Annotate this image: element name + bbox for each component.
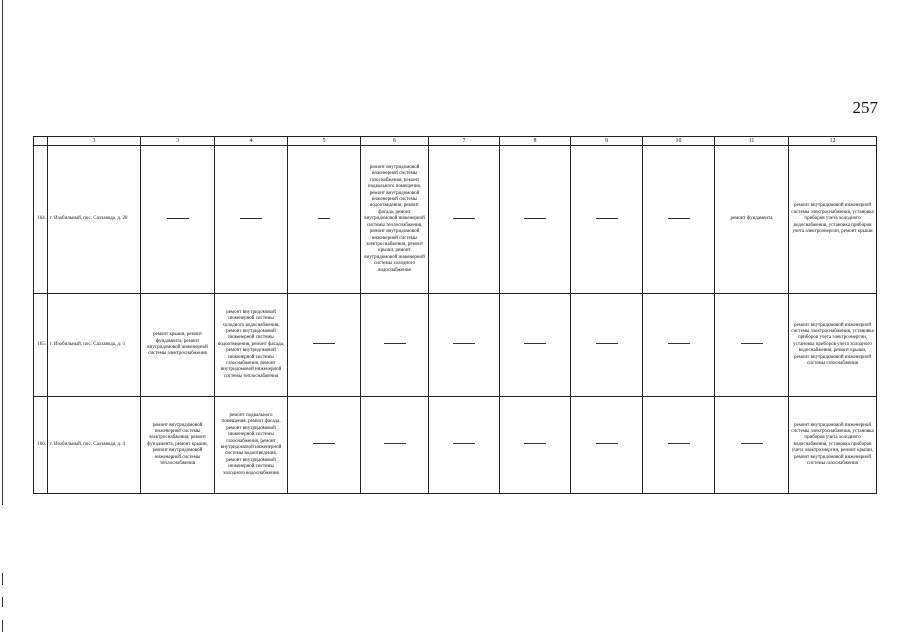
dash-mark xyxy=(596,218,618,219)
dash-mark xyxy=(668,443,690,444)
works-cell: ремонт фундамента xyxy=(715,146,789,294)
column-header: 8 xyxy=(500,137,571,146)
dash-mark xyxy=(384,443,406,444)
works-cell: ремонт внутридомовой инженерной системы электроснабжения, ремонт фундамента, ремонт крыши, ремонт внутридомовой инженерной системы теплоснабжения xyxy=(141,397,215,494)
column-header-row xyxy=(34,137,877,146)
works-cell: ремонт внутридомовой инженерной системы холодного водоснабжения, ремонт внутридомовой инженерной системы водоотведения, ремонт фасада, ремонт внутридомовой инженерной системы газоснабжения, ремонт внутридомовой инженерной системы теплоснабжения xyxy=(215,294,288,397)
dash-cell xyxy=(500,294,571,397)
dash-cell xyxy=(500,146,571,294)
dash-cell xyxy=(643,397,715,494)
dash-cell xyxy=(643,146,715,294)
dash-mark xyxy=(453,443,475,444)
dash-cell xyxy=(215,146,288,294)
dash-mark xyxy=(453,343,475,344)
row-number: 164. xyxy=(34,146,48,294)
dash-cell xyxy=(500,397,571,494)
dash-cell xyxy=(288,146,361,294)
column-header: 9 xyxy=(571,137,643,146)
works-cell: ремонт внутридомовой инженерной системы газоснабжения, ремонт подвального помещения, ремонт внутридомовой инженерной системы водоотведения, ремонт фасада, ремонт внутридомовой инженерной системы теплоснабжения, ремонт внутридомовой инженерной системы электроснабжения, ремонт крыши, ремонт внутридомовой инженерной системы холодного водоснабжения xyxy=(361,146,429,294)
scan-edge-mark xyxy=(2,573,3,585)
dash-cell xyxy=(429,146,500,294)
table-row xyxy=(34,294,877,397)
dash-mark xyxy=(668,343,690,344)
dash-cell xyxy=(715,397,789,494)
address-cell: г. Изобильный, пос. Сахзавода, д. 4 xyxy=(48,397,141,494)
dash-mark xyxy=(313,443,335,444)
table-row xyxy=(34,397,877,494)
dash-cell xyxy=(571,294,643,397)
column-header: 12 xyxy=(789,137,877,146)
column-header: 5 xyxy=(288,137,361,146)
dash-cell xyxy=(361,397,429,494)
column-header: 3 xyxy=(48,137,141,146)
dash-cell xyxy=(571,146,643,294)
dash-mark xyxy=(524,218,546,219)
dash-mark xyxy=(596,443,618,444)
table-row xyxy=(34,146,877,294)
dash-cell xyxy=(288,294,361,397)
repair-schedule-table xyxy=(33,136,877,494)
dash-cell xyxy=(361,294,429,397)
column-header: 3 xyxy=(141,137,215,146)
column-header xyxy=(34,137,48,146)
dash-cell xyxy=(429,294,500,397)
dash-mark xyxy=(524,343,546,344)
works-cell: ремонт внутридомовой инженерной системы электроснабжения, установка приборов учета электроэнергии, установка приборов учета холодного водоснабжения, ремонт крыши, ремонт внутридомовой инженерной системы газоснабжения xyxy=(789,294,877,397)
scan-edge-mark xyxy=(2,597,3,607)
dash-cell xyxy=(288,397,361,494)
dash-cell xyxy=(715,294,789,397)
dash-cell xyxy=(571,397,643,494)
page-number: 257 xyxy=(852,98,878,117)
column-header: 11 xyxy=(715,137,789,146)
row-number: 166. xyxy=(34,397,48,494)
dash-cell xyxy=(141,146,215,294)
dash-mark xyxy=(524,443,546,444)
dash-cell xyxy=(429,397,500,494)
row-number: 165. xyxy=(34,294,48,397)
scan-edge-line xyxy=(2,0,3,505)
column-header: 7 xyxy=(429,137,500,146)
dash-mark xyxy=(318,218,330,219)
column-header: 6 xyxy=(361,137,429,146)
dash-mark xyxy=(741,343,763,344)
dash-mark xyxy=(167,218,189,219)
works-cell: ремонт подвального помещения, ремонт фасада, ремонт внутридомовой инженерной системы газоснабжения, ремонт внутридомовой инженерной системы водоотведения, ремонт внутридомовой инженерной системы холодного водоснабжения xyxy=(215,397,288,494)
column-header: 4 xyxy=(215,137,288,146)
column-header: 10 xyxy=(643,137,715,146)
dash-cell xyxy=(643,294,715,397)
address-cell: г. Изобильный, пос. Сахзавода, д. 28 xyxy=(48,146,141,294)
works-cell: ремонт крыши, ремонт фундамента, ремонт внутридомовой инженерной системы электроснабжения xyxy=(141,294,215,397)
address-cell: г. Изобильный, пос. Сахзавода, д. 3 xyxy=(48,294,141,397)
dash-mark xyxy=(741,443,763,444)
dash-mark xyxy=(453,218,475,219)
works-cell: ремонт внутридомовой инженерной системы электроснабжения, установка приборов учета холодного водоснабжения, установка приборов учета электроэнергии, ремонт крыши xyxy=(789,146,877,294)
dash-mark xyxy=(384,343,406,344)
works-cell: ремонт внутридомовой инженерной системы электроснабжения, установка приборов учета холодного водоснабжения, установка приборов учета электроэнергии, ремонт крыши, ремонт внутридомовой инженерной системы газоснабжения xyxy=(789,397,877,494)
dash-mark xyxy=(668,218,690,219)
dash-mark xyxy=(596,343,618,344)
dash-mark xyxy=(313,343,335,344)
dash-mark xyxy=(240,218,262,219)
scan-edge-mark xyxy=(2,620,3,632)
